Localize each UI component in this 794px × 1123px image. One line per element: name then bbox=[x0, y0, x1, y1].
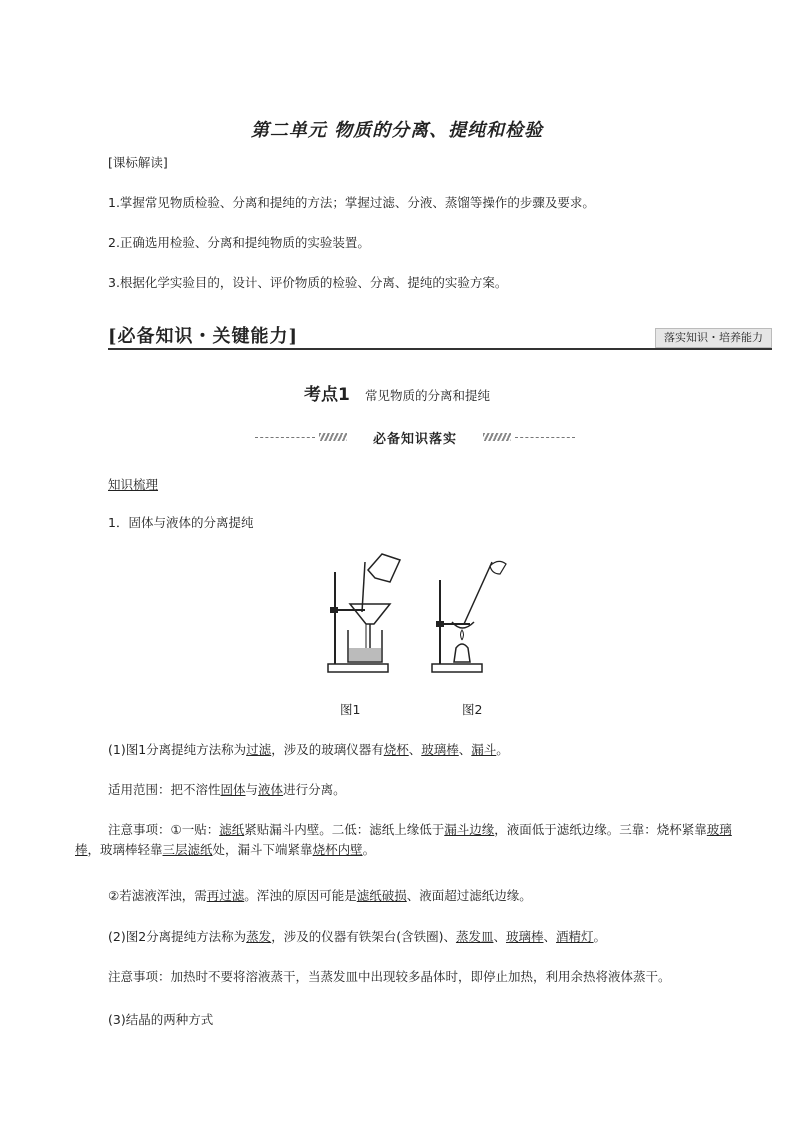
text: 适用范围：把不溶性 bbox=[108, 782, 221, 797]
text: 、 bbox=[408, 742, 422, 757]
paragraph-evaporation-method bbox=[108, 927, 606, 947]
answer-loudou-bianyuan: 漏斗边缘 bbox=[444, 822, 495, 837]
filtration-apparatus-figure bbox=[320, 552, 430, 677]
answer-lvzhi-posun: 滤纸破损 bbox=[356, 888, 407, 903]
text: ，玻璃棒轻靠 bbox=[87, 842, 163, 857]
divider-text: 必备知识落实 bbox=[372, 432, 457, 447]
answer-bolibang: 玻璃棒 bbox=[421, 742, 459, 757]
answer-jiujingdeng: 酒精灯 bbox=[556, 929, 594, 944]
curriculum-item-2: 2.正确选用检验、分离和提纯物质的实验装置。 bbox=[108, 235, 370, 250]
divider-banner bbox=[255, 428, 575, 448]
answer-zhengfa: 蒸发 bbox=[246, 929, 272, 944]
figure-1-caption: 图1 bbox=[340, 702, 361, 717]
text: 、 bbox=[493, 929, 506, 944]
paragraph-evaporation-notes: 注意事项：加热时不要将溶液蒸干，当蒸发皿中出现较多晶体时，即停止加热，利用余热将液体蒸干。 bbox=[108, 969, 671, 984]
section-title: [必备知识・关键能力] bbox=[108, 326, 299, 347]
text: ，液面低于滤纸边缘。三靠： bbox=[494, 822, 657, 837]
paragraph-filtration-method bbox=[108, 740, 509, 760]
subheading-1: 1．固体与液体的分离提纯 bbox=[108, 515, 254, 530]
curriculum-item-1: 1.掌握常见物质检验、分离和提纯的方法；掌握过滤、分液、蒸馏等操作的步骤及要求。 bbox=[108, 195, 595, 210]
text: 进行分离。 bbox=[283, 782, 346, 797]
text: 。浑浊的原因可能是 bbox=[244, 888, 357, 903]
text: 处，漏斗下端紧靠 bbox=[212, 842, 313, 857]
kaodian-label: 考点1 bbox=[304, 385, 350, 405]
text: ，涉及的仪器有铁架台(含铁圈)、 bbox=[271, 929, 456, 944]
curriculum-tag: [课标解读] bbox=[108, 155, 168, 170]
answer-bolibang-2: 玻璃棒 bbox=[75, 822, 732, 857]
text: 紧贴漏斗内壁。二低：滤纸上缘低于 bbox=[244, 822, 445, 837]
text: 、 bbox=[458, 742, 472, 757]
section-tag: 落实知识・培养能力 bbox=[655, 328, 772, 348]
kaodian-heading bbox=[0, 380, 794, 405]
answer-loudou: 漏斗 bbox=[471, 742, 497, 757]
text: (1)图1分离提纯方法称为 bbox=[108, 742, 247, 757]
page-title: 第二单元 物质的分离、提纯和检验 bbox=[250, 120, 544, 141]
paragraph-crystallization: (3)结晶的两种方式 bbox=[108, 1012, 214, 1027]
curriculum-item-3: 3.根据化学实验目的，设计、评价物质的检验、分离、提纯的实验方案。 bbox=[108, 275, 508, 290]
text: 、液面超过滤纸边缘。 bbox=[406, 888, 532, 903]
paragraph-scope bbox=[108, 780, 346, 800]
kaodian-text: 常见物质的分离和提纯 bbox=[364, 388, 490, 403]
answer-zhengfamin: 蒸发皿 bbox=[455, 929, 494, 944]
answer-sanceng-lvzhi: 三层滤纸 bbox=[162, 842, 213, 857]
text: 与 bbox=[245, 782, 259, 797]
paragraph-notes bbox=[75, 820, 739, 860]
text: 。 bbox=[362, 842, 376, 857]
answer-bolibang-3: 玻璃棒 bbox=[505, 929, 544, 944]
text: ②若滤液浑浊，需 bbox=[108, 888, 207, 903]
text: 、 bbox=[543, 929, 557, 944]
answer-yeti: 液体 bbox=[258, 782, 284, 797]
answer-shaobei-neibi: 烧杯内壁 bbox=[312, 842, 363, 857]
paragraph-turbid bbox=[108, 886, 532, 906]
answer-lvzhi: 滤纸 bbox=[219, 822, 245, 837]
text: (2)图2分离提纯方法称为 bbox=[108, 929, 247, 944]
knowledge-tag: 知识梳理 bbox=[108, 477, 159, 492]
evaporation-apparatus-figure bbox=[430, 552, 520, 677]
text: ，涉及的玻璃仪器有 bbox=[271, 742, 384, 757]
text: 注意事项：①一贴： bbox=[108, 822, 220, 837]
answer-guolv: 过滤 bbox=[246, 742, 272, 757]
answer-zaiguolv: 再过滤 bbox=[206, 888, 245, 903]
figure-2-caption: 图2 bbox=[462, 702, 483, 717]
answer-guti: 固体 bbox=[220, 782, 246, 797]
text: 。 bbox=[496, 742, 509, 757]
section-header bbox=[108, 322, 772, 350]
text: 烧杯紧靠 bbox=[656, 822, 707, 837]
text: 。 bbox=[593, 929, 607, 944]
answer-shaobei: 烧杯 bbox=[383, 742, 409, 757]
